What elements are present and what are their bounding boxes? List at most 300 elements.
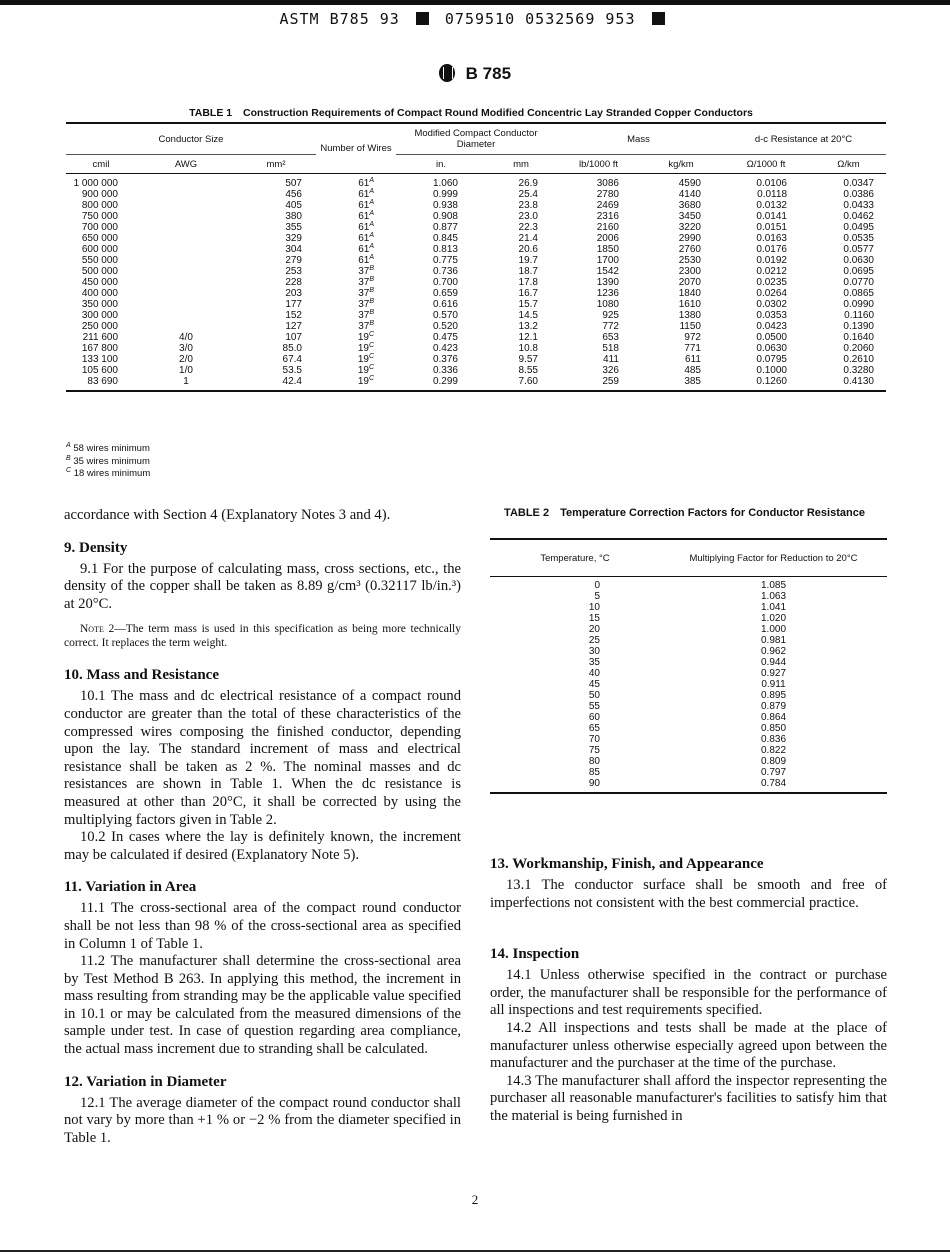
cell-in: 0.938 [432,200,458,211]
cell-factor: 1.000 [760,624,787,635]
cell-mm: 12.1 [518,332,538,343]
cell-mm: 26.9 [518,178,538,189]
table-row [490,613,887,624]
cell-mm: 10.8 [518,343,538,354]
cell-rkm: 0.2610 [843,354,874,365]
cell-cmil: 167 800 [81,343,118,354]
cell-lb: 1542 [596,266,619,277]
cell-kg: 1840 [678,288,701,299]
cell-rft: 0.0500 [756,332,787,343]
cell-lb: 259 [602,376,619,387]
page-number: 2 [471,1192,479,1207]
cell-temperature: 70 [588,734,600,745]
cell-mm: 23.0 [518,211,538,222]
cell-lb: 925 [602,310,619,321]
cell-factor: 0.944 [760,657,787,668]
cell-kg: 1150 [679,321,701,332]
cell-cmil: 133 100 [81,354,118,365]
cell-cmil: 211 600 [82,332,118,343]
table-row [490,668,887,679]
cell-kg: 2070 [678,277,701,288]
cell-factor: 0.784 [760,778,787,789]
cell-temperature: 85 [588,767,600,778]
section-14-heading: 14. Inspection [490,946,580,963]
cell-rft: 0.0264 [756,288,787,299]
table-row [66,189,886,200]
cell-mm: 7.60 [518,376,538,387]
cell-awg [136,189,236,200]
cell-mm: 17.8 [518,277,538,288]
cell-kg: 385 [684,376,701,387]
cell-temperature: 35 [588,657,600,668]
cell-factor: 0.927 [760,668,787,679]
cell-awg [136,244,236,255]
cell-factor: 1.020 [760,613,787,624]
cell-cmil: 83 690 [87,376,118,387]
cell-in: 0.845 [432,233,458,244]
cell-factor: 0.836 [760,734,787,745]
document-stamp [0,10,950,28]
cell-temperature: 90 [588,778,600,789]
cell-temperature: 55 [588,701,600,712]
cell-in: 0.999 [432,189,458,200]
table-row [490,734,887,745]
cell-awg [136,321,236,332]
cell-lb: 518 [602,343,619,354]
cell-awg: 1/0 [179,365,193,376]
cell-factor: 0.850 [760,723,787,734]
cell-in: 0.736 [432,266,458,277]
cell-mm2: 107 [285,332,302,343]
cell-temperature: 45 [588,679,600,690]
cell-lb: 2469 [596,200,619,211]
cell-lb: 411 [603,354,619,365]
cell-kg: 4590 [678,178,701,189]
table-row [490,767,887,778]
cell-rft: 0.0106 [756,178,787,189]
section-11-1: 11.1 The cross-sectional area of the compact round conductor shall be not less than 98 % of the cross-sectional area as specified in Column 1 of Table 1. [64,900,461,952]
cell-wires: $61^A$ [358,232,374,244]
section-10-1: 10.1 The mass and dc electrical resistance of a compact round conductor are greater than the total of these characteristics of the compressed wires composing the finished conductor, depending upon the lay. The standard increment of mass and electrical resistance shall be taken as 2 %. The nominal masses and dc resistances are shown in Table 1. When the dc resistance is measured at other than 20°C, it shall be corrected by using the multiplying factors given in Table 2. [64,688,461,828]
table-row [66,376,886,391]
cell-factor: 0.895 [760,690,787,701]
cell-wires: $37^B$ [358,287,374,299]
cell-temperature: 10 [588,602,600,613]
cell-mm2: 380 [285,211,302,222]
cell-factor: 0.981 [760,635,787,646]
header-diameter: Modified Compact Conductor Diameter [396,123,556,155]
table-row [66,200,886,211]
cell-kg: 3680 [678,200,701,211]
section-13-heading: 13. Workmanship, Finish, and Appearance [490,856,764,872]
cell-rft: 0.1260 [756,376,787,387]
scan-bottom-border [0,1250,950,1252]
cell-awg [136,222,236,233]
cell-lb: 1700 [596,255,619,266]
table-row [66,321,886,332]
section-11-2: 11.2 The manufacturer shall determine the cross-sectional area by Test Method B 263. In applying this method, the increment in mass resulting from stranding may be the applicable value specified in 10.1 or may be calculated from the measured dimensions of the sample under test. In case of question regarding area compliance, the actual mass increment due to stranding shall be calculated. [64,953,461,1058]
cell-rft: 0.0141 [756,211,787,222]
section-13-1: 13.1 The conductor surface shall be smooth and free of imperfections not consistent with the best commercial practice. [490,877,887,911]
subheader-ohm-ft: Ω/1000 ft [721,155,811,174]
cell-temperature: 40 [588,668,600,679]
subheader-ohm-km: Ω/km [811,155,886,174]
cell-rft: 0.0132 [756,200,787,211]
cell-mm: 19.7 [518,255,538,266]
scan-top-border [0,0,950,5]
cell-mm: 8.55 [518,365,538,376]
table-row [490,778,887,793]
cell-factor: 0.822 [760,745,787,756]
cell-awg [136,266,236,277]
cell-mm: 13.2 [518,321,538,332]
cell-rkm: 0.0386 [843,189,874,200]
header-mass: Mass [556,123,721,155]
cell-rft: 0.0163 [756,233,787,244]
cell-in: 0.775 [432,255,458,266]
table-row [66,288,886,299]
cell-awg: 1 [183,376,189,387]
table1-title [0,107,950,119]
cell-kg: 2530 [678,255,701,266]
cell-mm: 16.7 [518,288,538,299]
footnote: $^A$ 58 wires minimum [66,442,150,454]
cell-wires: $61^A$ [358,221,374,233]
table1-footnotes [66,443,150,481]
cell-lb: 1080 [596,299,619,310]
cell-mm: 15.7 [518,299,538,310]
table1 [66,122,886,392]
cell-mm2: 127 [285,321,302,332]
table1-label: TABLE 1 [189,107,233,119]
cell-cmil: 600 000 [81,244,118,255]
cell-in: 0.423 [432,343,458,354]
cell-awg [136,288,236,299]
cell-awg: 2/0 [179,354,193,365]
cell-in: 0.336 [432,365,458,376]
cell-mm: 22.3 [518,222,538,233]
cell-in: 0.659 [432,288,458,299]
cell-cmil: 750 000 [81,211,118,222]
cell-temperature: 0 [594,580,600,591]
cell-mm2: 85.0 [282,343,302,354]
stamp-block-icon [652,12,665,25]
header-multiplying-factor: Multiplying Factor for Reduction to 20°C [660,539,887,577]
cell-rkm: 0.0770 [843,277,874,288]
table-row [490,723,887,734]
table-row [490,635,887,646]
cell-wires: $37^B$ [358,309,374,321]
section-10-heading: 10. Mass and Resistance [64,667,220,684]
section-9-1: 9.1 For the purpose of calculating mass, cross sections, etc., the density of the copper shall be taken as 8.89 g/cm³ (0.32117 lb/in.³) at 20°C. [64,560,461,612]
stamp-left: ASTM B785 93 [279,10,400,28]
cell-wires: $61^A$ [358,188,374,200]
cell-cmil: 400 000 [81,288,118,299]
section-10-2: 10.2 In cases where the lay is definitely known, the increment may be calculated if desired (Explanatory Note 5). [64,829,461,863]
cell-cmil: 105 600 [81,365,118,376]
footnote: $^C$ 18 wires minimum [66,467,151,479]
cell-temperature: 25 [588,635,600,646]
cell-wires: $61^A$ [358,243,374,255]
stamp-code: 0759510 0532569 953 [444,10,636,28]
cell-rkm: 0.0695 [843,266,874,277]
cell-rft: 0.0235 [756,277,787,288]
cell-temperature: 80 [588,756,600,767]
cell-rft: 0.0151 [756,222,787,233]
cell-wires: $19^C$ [357,364,374,376]
table-row [66,222,886,233]
cell-kg: 485 [684,365,701,376]
cell-kg: 2760 [678,244,701,255]
cell-rkm: 0.4130 [843,376,874,387]
designation-header [0,64,950,84]
cell-mm: 23.8 [518,200,538,211]
cell-kg: 4140 [678,189,701,200]
cell-cmil: 450 000 [81,277,118,288]
table-row [66,354,886,365]
cell-awg [136,310,236,321]
table-row [66,332,886,343]
cell-rft: 0.0423 [756,321,787,332]
subheader-lb: lb/1000 ft [556,155,641,174]
cell-awg: 3/0 [179,343,193,354]
cell-mm2: 329 [285,233,302,244]
table2-body [490,577,887,794]
cell-mm: 9.57 [518,354,538,365]
cell-temperature: 50 [588,690,600,701]
cell-rft: 0.1000 [756,365,787,376]
cell-lb: 772 [602,321,619,332]
cell-factor: 0.911 [761,679,786,690]
cell-rkm: 0.1640 [843,332,874,343]
cell-mm: 21.4 [518,233,538,244]
cell-cmil: 900 000 [81,189,118,200]
cell-kg: 1380 [678,310,701,321]
table1-body [66,174,886,392]
header-resistance: d-c Resistance at 20°C [721,123,886,155]
table-row [66,343,886,354]
cell-temperature: 65 [588,723,600,734]
cell-rkm: 0.0433 [843,200,874,211]
section-14-2: 14.2 All inspections and tests shall be made at the place of manufacturer unless otherwise especially agreed upon between the manufacturer and the purchaser at the time of the purchase. [490,1019,887,1072]
cell-awg: 4/0 [179,332,193,343]
carryover-text: accordance with Section 4 (Explanatory Notes 3 and 4). [64,507,391,523]
cell-cmil: 650 000 [81,233,118,244]
cell-cmil: 800 000 [81,200,118,211]
table1-caption: Construction Requirements of Compact Round Modified Concentric Lay Stranded Copper Conductors [243,107,753,119]
cell-rkm: 0.0577 [843,244,874,255]
subheader-kg: kg/km [641,155,721,174]
cell-factor: 0.797 [760,767,787,778]
cell-in: 0.877 [432,222,458,233]
cell-kg: 611 [685,354,701,365]
cell-in: 0.700 [432,277,458,288]
cell-mm2: 304 [285,244,302,255]
cell-mm2: 53.5 [282,365,302,376]
cell-cmil: 500 000 [81,266,118,277]
cell-awg [136,200,236,211]
cell-factor: 0.879 [760,701,787,712]
table2-caption: Temperature Correction Factors for Conductor Resistance [560,507,865,519]
cell-rkm: 0.3280 [843,365,874,376]
cell-in: 0.616 [432,299,458,310]
designation: B 785 [465,64,512,83]
table-row [66,255,886,266]
cell-awg [136,174,236,190]
cell-wires: $19^C$ [357,342,374,354]
cell-mm2: 177 [285,299,302,310]
table-row [66,277,886,288]
cell-lb: 1236 [596,288,619,299]
cell-wires: $61^A$ [358,199,374,211]
cell-wires: $37^B$ [358,320,374,332]
cell-wires: $19^C$ [357,375,374,387]
cell-in: 0.299 [432,376,458,387]
cell-factor: 0.864 [760,712,787,723]
header-conductor-size: Conductor Size [66,123,316,155]
section-9-heading: 9. Density [64,539,128,556]
table-row [490,657,887,668]
table2-title [490,507,887,520]
cell-rkm: 0.0535 [843,233,874,244]
cell-kg: 1610 [678,299,701,310]
cell-awg [136,211,236,222]
table-row [490,712,887,723]
cell-temperature: 5 [594,591,600,602]
cell-awg [136,255,236,266]
cell-in: 1.060 [432,178,458,189]
cell-cmil: 250 000 [81,321,118,332]
table2 [490,538,887,794]
table-row [66,244,886,255]
cell-mm2: 253 [285,266,302,277]
table2-label: TABLE 2 [504,507,550,519]
cell-lb: 2160 [596,222,619,233]
cell-wires: $61^A$ [358,254,374,266]
section-14-1: 14.1 Unless otherwise specified in the contract or purchase order, the manufacturer shall be responsible for the performance of all inspections and test requirements specified. [490,967,887,1019]
section-11-heading: 11. Variation in Area [64,879,197,896]
cell-rft: 0.0795 [756,354,787,365]
subheader-mm2: mm² [236,155,316,174]
cell-kg: 771 [684,343,701,354]
table-row [66,299,886,310]
cell-cmil: 1 000 000 [73,178,118,189]
table-row [490,745,887,756]
cell-rft: 0.0118 [757,189,787,200]
cell-wires: $61^A$ [358,177,374,189]
cell-cmil: 350 000 [81,299,118,310]
cell-in: 0.813 [432,244,458,255]
table-row [490,701,887,712]
cell-cmil: 300 000 [81,310,118,321]
table-row [490,577,887,592]
table-row [490,646,887,657]
cell-rkm: 0.2060 [843,343,874,354]
cell-rkm: 0.0347 [843,178,874,189]
cell-temperature: 30 [588,646,600,657]
cell-mm: 20.6 [518,244,538,255]
table-row [66,233,886,244]
cell-kg: 972 [684,332,701,343]
table-row [490,690,887,701]
cell-temperature: 20 [588,624,600,635]
header-number-of-wires: Number of Wires [316,123,396,174]
cell-lb: 326 [602,365,619,376]
section-12-heading: 12. Variation in Diameter [64,1073,227,1090]
cell-rkm: 0.0630 [843,255,874,266]
cell-wires: $37^B$ [358,265,374,277]
cell-awg [136,233,236,244]
cell-rft: 0.0192 [756,255,787,266]
cell-in: 0.520 [432,321,458,332]
cell-rkm: 0.1390 [843,321,874,332]
section-14-3: 14.3 The manufacturer shall afford the inspector representing the purchaser all reasonable manufacturer's facilities to satisfy him that the material is being furnished in [490,1072,887,1124]
subheader-awg: AWG [136,155,236,174]
cell-factor: 0.962 [760,646,787,657]
cell-mm: 18.7 [518,266,538,277]
cell-rkm: 0.0495 [843,222,874,233]
cell-temperature: 60 [588,712,600,723]
cell-awg [136,299,236,310]
cell-mm: 14.5 [518,310,538,321]
left-column [64,507,461,1147]
cell-mm2: 203 [285,288,302,299]
cell-rkm: 0.0865 [843,288,874,299]
cell-rft: 0.0176 [756,244,787,255]
cell-wires: $37^B$ [358,298,374,310]
cell-mm2: 67.4 [282,354,302,365]
header-temperature: Temperature, °C [490,539,660,577]
cell-lb: 1390 [596,277,619,288]
cell-in: 0.570 [432,310,458,321]
cell-rft: 0.0212 [756,266,787,277]
cell-lb: 653 [602,332,619,343]
cell-rkm: 0.1160 [844,310,874,321]
cell-kg: 2990 [678,233,701,244]
cell-factor: 1.085 [760,580,787,591]
cell-factor: 0.809 [760,756,787,767]
cell-kg: 3220 [678,222,701,233]
cell-rkm: 0.0462 [843,211,874,222]
cell-mm2: 507 [285,178,302,189]
cell-rkm: 0.0990 [843,299,874,310]
cell-lb: 2006 [596,233,619,244]
cell-factor: 1.063 [760,591,787,602]
cell-kg: 3450 [678,211,701,222]
cell-mm: 25.4 [518,189,538,200]
cell-rft: 0.0302 [756,299,787,310]
table-row [66,266,886,277]
table-row [490,602,887,613]
section-12-1: 12.1 The average diameter of the compact round conductor shall not vary by more than +1 % or −2 % from the diameter specified in Table 1. [64,1094,461,1146]
cell-lb: 1850 [596,244,619,255]
cell-wires: $61^A$ [358,210,374,222]
cell-mm2: 42.4 [282,376,302,387]
subheader-cmil: cmil [66,155,136,174]
cell-awg [136,277,236,288]
cell-in: 0.908 [432,211,458,222]
cell-wires: $37^B$ [358,276,374,288]
subheader-in: in. [396,155,486,174]
table-row [66,211,886,222]
cell-cmil: 550 000 [81,255,118,266]
cell-mm2: 228 [285,277,302,288]
cell-temperature: 15 [588,613,600,624]
note-2: Note 2—The term mass is used in this specification as being more technically correct. It replaces the term weight. [64,623,461,650]
cell-in: 0.475 [432,332,458,343]
cell-in: 0.376 [432,354,458,365]
cell-rft: 0.0353 [756,310,787,321]
